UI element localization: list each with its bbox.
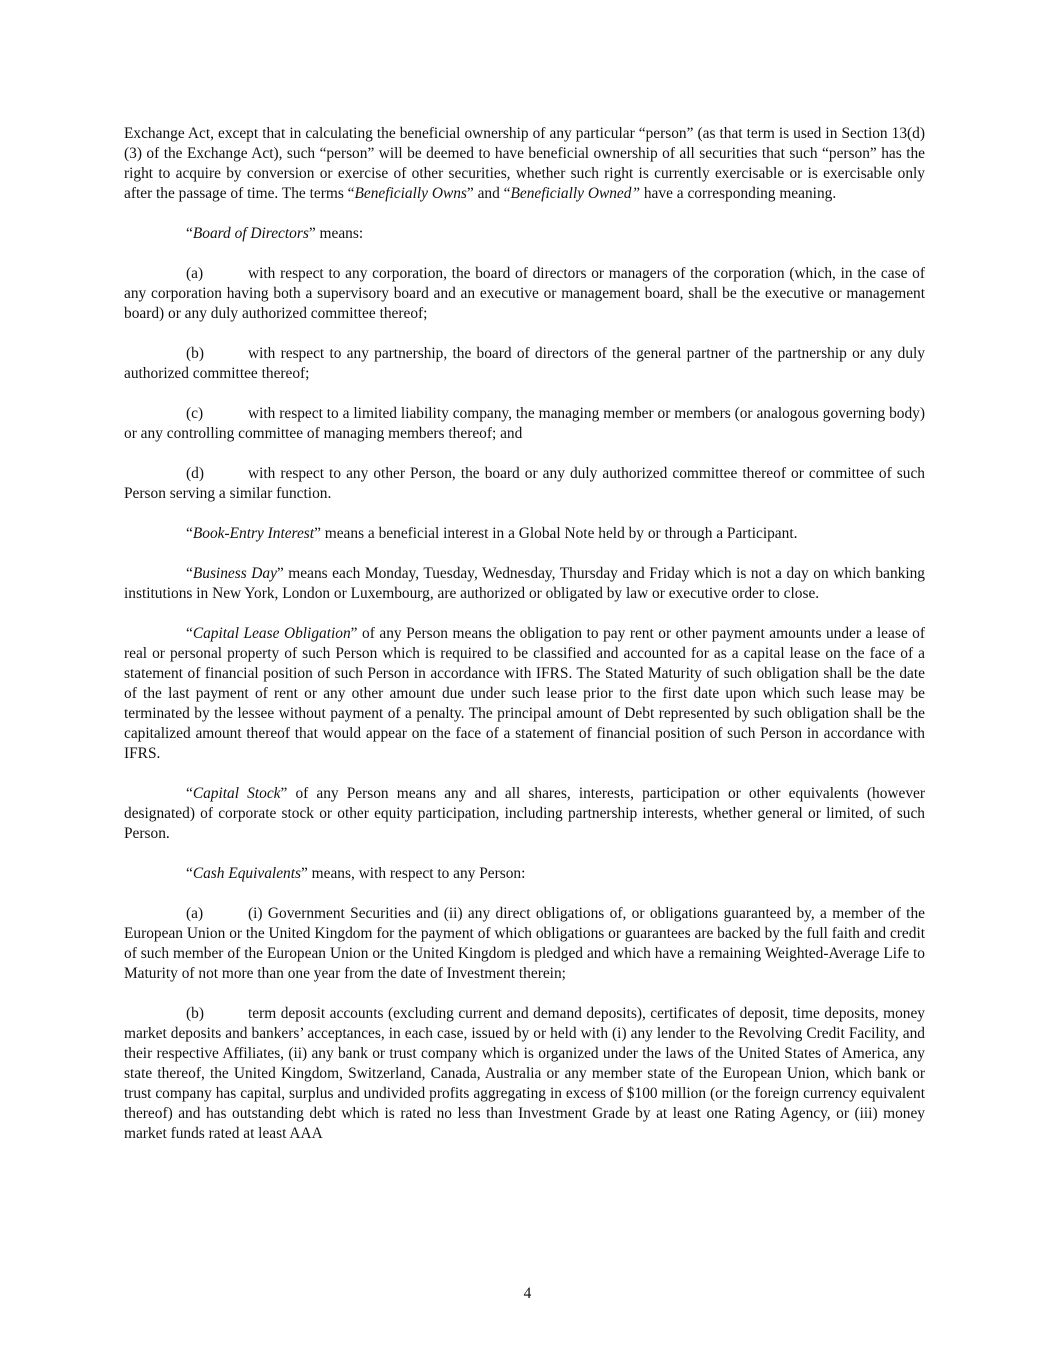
cash-equivalents-definition: “Cash Equivalents” means, with respect to any Person: <box>186 865 526 882</box>
book-entry-interest-definition: “Book-Entry Interest” means a beneficial interest in a Global Note held by or through a Participant. <box>186 525 798 542</box>
page-number: 4 <box>523 1285 532 1302</box>
defined-term: Beneficially Owns <box>354 185 467 202</box>
board-item-b <box>124 344 925 384</box>
defined-term: Capital Lease Obligation <box>192 625 351 642</box>
defined-term: Business Day <box>192 565 277 582</box>
item-text: with respect to any other Person, the board or any duly authorized committee thereof or committee of such Person serving a similar function. <box>124 465 925 502</box>
item-label: (a) <box>186 905 204 922</box>
board-of-directors-definition: “Board of Directors” means: <box>186 225 364 242</box>
item-text: with respect to any corporation, the board of directors or managers of the corporation (which, in the case of any corporation having both a supervisory board and an executive or management board, shall be the executive or management board) or any duly authorized committee thereof; <box>124 265 925 322</box>
item-text: with respect to a limited liability company, the managing member or members (or analogous governing body) or any controlling committee of managing members thereof; and <box>124 405 925 442</box>
document-page <box>124 124 925 1164</box>
item-text: term deposit accounts (excluding current and demand deposits), certificates of deposit, time deposits, money market deposits and bankers’ acceptances, in each case, issued by or held with (i) any lender to the Revolving Credit Facility, and their respective Affiliates, (ii) any bank or trust company which is organized under the laws of the United States of America, any state thereof, the United Kingdom, Switzerland, Canada, Australia or any member state of the European Union, which bank or trust company has capital, surplus and undivided profits aggregating in excess of $100 million (or the foreign currency equivalent thereof) and has outstanding debt which is rated no less than Investment Grade by at least one Rating Agency, or (iii) money market funds rated at least AAA <box>124 1005 925 1142</box>
capital-stock-definition: “Capital Stock” of any Person means any and all shares, interests, participation or other equivalents (however designated) of corporate stock or other equity participation, including partnership interests, whether general or limited, of such Person. <box>124 785 926 842</box>
board-item-d <box>124 464 925 504</box>
board-item-a <box>124 264 925 324</box>
item-text: (i) Government Securities and (ii) any direct obligations of, or obligations guaranteed by, a member of the European Union or the United Kingdom for the payment of which obligations or guarantees are backed by the full faith and credit of such member of the European Union or the United Kingdom is pledged and which have a remaining Weighted-Average Life to Maturity of not more than one year from the date of Investment therein; <box>124 905 925 982</box>
board-item-c <box>124 404 925 444</box>
item-text: with respect to any partnership, the board of directors of the general partner of the partnership or any duly authorized committee thereof; <box>124 345 925 382</box>
item-label: (c) <box>186 405 204 422</box>
cash-equivalents-item-a <box>124 904 925 984</box>
cash-equivalents-item-b <box>124 1004 925 1144</box>
capital-lease-obligation-definition: “Capital Lease Obligation” of any Person means the obligation to pay rent or other payment amounts under a lease of real or personal property of such Person which is required to be classified and accounted for as a capital lease on the face of a statement of financial position of such Person in accordance with IFRS. The Stated Maturity of such obligation shall be the date of the last payment of rent or any other amount due under such lease prior to the first date upon which such lease may be terminated by the lessee without payment of a penalty. The principal amount of Debt represented by such obligation shall be the capitalized amount thereof that would appear on the face of a statement of financial position of such Person in accordance with IFRS. <box>124 625 925 762</box>
item-label: (b) <box>186 345 204 362</box>
defined-term: Beneficially Owned” <box>510 185 641 202</box>
business-day-definition: “Business Day” means each Monday, Tuesday, Wednesday, Thursday and Friday which is not a day on which banking institutions in New York, London or Luxembourg, are authorized or obligated by law or executive order to close. <box>124 565 926 602</box>
item-label: (a) <box>186 265 204 282</box>
defined-term: Capital Stock <box>192 785 281 802</box>
defined-term: Book-Entry Interest <box>192 525 315 542</box>
item-label: (b) <box>186 1005 204 1022</box>
intro-paragraph: Exchange Act, except that in calculating the beneficial ownership of any particular “person” (as that term is used in Section 13(d)(3) of the Exchange Act), such “person” will be deemed to have beneficial ownership of all securities that such “person” has the right to acquire by conversion or exercise of other securities, whether such right is currently exercisable or is exercisable only after the passage of time. The terms “Beneficially Owns” and “Beneficially Owned” have a corresponding meaning. <box>124 125 925 202</box>
defined-term: Board of Directors <box>192 225 309 242</box>
item-label: (d) <box>186 465 204 482</box>
defined-term: Cash Equivalents <box>192 865 301 882</box>
